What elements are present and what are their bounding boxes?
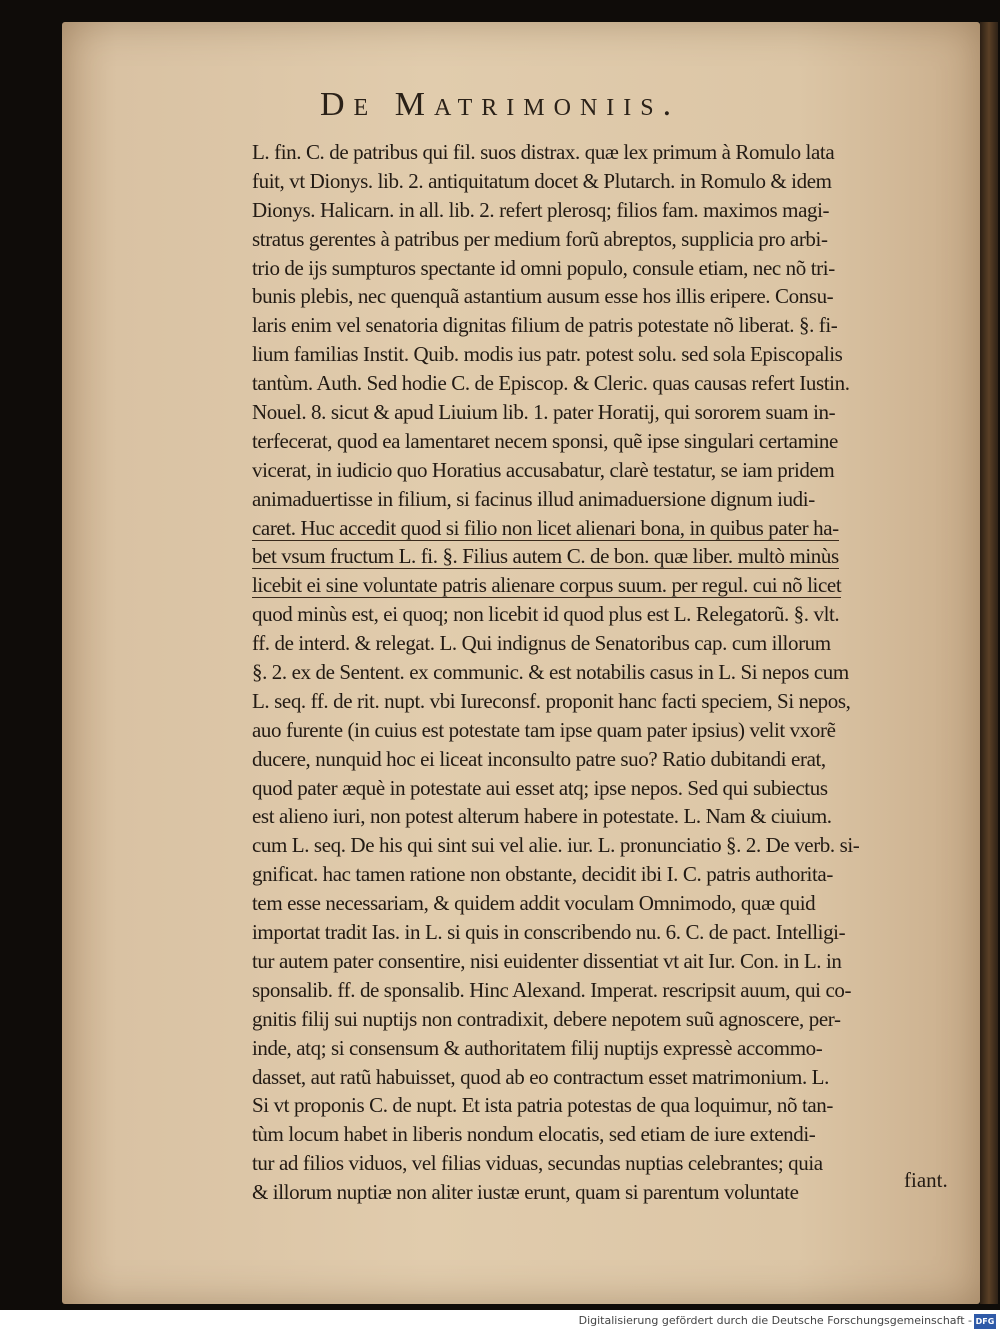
text-line: animaduertisse in filium, si facinus illud animaduersione dignum iudi-: [252, 486, 815, 511]
book-spine: [980, 22, 998, 1304]
text-line-underlined: [252, 514, 976, 543]
text-line: terfecerat, quod ea lamentaret necem sponsi, quẽ ipse singulari certamine: [252, 428, 838, 453]
text-line: quod pater æquè in potestate aui esset atq; ipse nepos. Sed qui subiectus: [252, 775, 828, 800]
text-line: dasset, aut ratũ habuisset, quod ab eo contractum esset matrimonium. L.: [252, 1064, 829, 1089]
text-line: tur ad filios viduos, vel filias viduas, secundas nuptias celebrantes; quia: [252, 1151, 823, 1176]
text-line: tur autem pater consentire, nisi euidenter dissentiat vt ait Iur. Con. in L. in: [252, 948, 842, 973]
text-line: L. fin. C. de patribus qui fil. suos distrax. quæ lex primum à Romulo lata: [252, 140, 835, 164]
text-line: quod minùs est, ei quoq; non licebit id quod plus est L. Relegatorũ. §. vlt.: [252, 602, 840, 627]
text-line-underlined: [252, 571, 976, 600]
text-line: stratus gerentes à patribus per medium forũ abreptos, supplicia pro arbi-: [252, 226, 828, 251]
text-line: inde, atq; si consensum & authoritatem filij nuptijs expressè accommo-: [252, 1035, 823, 1060]
text-line-underlined: [252, 542, 976, 571]
text-line: auo furente (in cuius est potestate tam ipse quam pater ipsius) velit vxorẽ: [252, 717, 836, 742]
text-line: ducere, nunquid hoc ei liceat inconsulto patre suo? Ratio dubitandi erat,: [252, 746, 826, 771]
text-line: gnificat. hac tamen ratione non obstante, decidit ibi I. C. patris authorita-: [252, 862, 833, 887]
text-line-content: bet vsum fructum L. fi. §. Filius autem C. de bon. quæ liber. multò minùs: [252, 544, 839, 569]
text-line-content: licebit ei sine voluntate patris alienare corpus suum. per regul. cui nõ licet: [252, 573, 842, 598]
text-line: sponsalib. ff. de sponsalib. Hinc Alexand. Imperat. rescripsit auum, qui co-: [252, 977, 852, 1002]
text-line: gnitis filij sui nuptijs non contradixit, debere nepotem suũ agnoscere, per-: [252, 1006, 841, 1031]
text-line: trio de ijs sumpturos spectante id omni populo, consule etiam, nec nõ tri-: [252, 255, 835, 280]
text-line-content: caret. Huc accedit quod si filio non licet alienari bona, in quibus pater ha-: [252, 515, 839, 540]
catchword: fiant.: [904, 1168, 948, 1192]
text-line: bunis plebis, nec quenquã astantium ausum esse hos illis eripere. Consu-: [252, 284, 834, 309]
dfg-logo: DFG: [974, 1314, 996, 1329]
text-line: tùm locum habet in liberis nondum elocatis, sed etiam de iure extendi-: [252, 1122, 816, 1147]
text-line: tem esse necessariam, & quidem addit voculam Omnimodo, quæ quid: [252, 891, 816, 916]
footer-bar: [0, 1310, 1000, 1335]
text-line: L. seq. ff. de rit. nupt. vbi Iureconsf. proponit hanc facti speciem, Si nepos,: [252, 688, 851, 713]
footer-credit: Digitalisierung gefördert durch die Deutsche Forschungsgemeinschaft -: [578, 1314, 972, 1327]
text-line: Si vt proponis C. de nupt. Et ista patria potestas de qua loquimur, nõ tan-: [252, 1093, 833, 1118]
text-line: cum L. seq. De his qui sint sui vel alie. iur. L. pronunciatio §. 2. De verb. si-: [252, 833, 860, 858]
text-line: fuit, vt Dionys. lib. 2. antiquitatum docet & Plutarch. in Romulo & idem: [252, 168, 832, 193]
text-line: laris enim vel senatoria dignitas filium de patris potestate nõ liberat. §. fi-: [252, 313, 838, 338]
text-line: tantùm. Auth. Sed hodie C. de Episcop. & Cleric. quas causas refert Iustin.: [252, 371, 850, 396]
body-text: [252, 138, 976, 1207]
text-line: ff. de interd. & relegat. L. Qui indignus de Senatoribus cap. cum illorum: [252, 631, 831, 656]
text-line: vicerat, in iudicio quo Horatius accusabatur, clarè testatur, se iam pridem: [252, 457, 835, 482]
text-line: lium familias Instit. Quib. modis ius patr. potest solu. sed sola Episcopalis: [252, 342, 843, 367]
text-line: Dionys. Halicarn. in all. lib. 2. refert plerosq; filios fam. maximos magi-: [252, 197, 830, 222]
text-line: Nouel. 8. sicut & apud Liuium lib. 1. pater Horatij, qui sororem suam in-: [252, 400, 836, 425]
text-line: importat tradit Ias. in L. si quis in conscribendo nu. 6. C. de pact. Intelligi-: [252, 920, 846, 945]
text-line: §. 2. ex de Sentent. ex communic. & est notabilis casus in L. Si nepos cum: [252, 660, 849, 685]
text-line: & illorum nuptiæ non aliter iustæ erunt, quam si parentum voluntate: [252, 1180, 799, 1205]
text-line: est alieno iuri, non potest alterum habere in potestate. L. Nam & ciuium.: [252, 804, 832, 829]
running-head: De Matrimoniis.: [320, 86, 681, 123]
